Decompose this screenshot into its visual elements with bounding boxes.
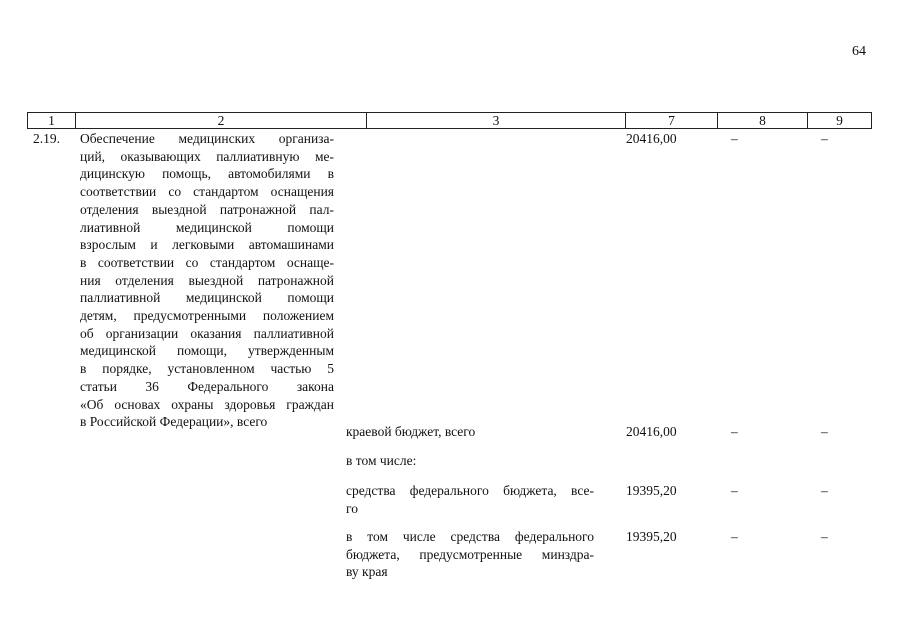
description-line: медицинской помощи, утвержденным — [80, 343, 334, 359]
description-line: в Российской Федерации», всего — [80, 414, 268, 430]
description-line: об организации оказания паллиативной — [80, 325, 334, 341]
description-line: отделения выездной патронажной пал- — [80, 201, 334, 217]
source-line: средства федерального бюджета, все- — [346, 483, 594, 498]
description-line: «Об основах охраны здоровья граждан — [80, 396, 334, 412]
header-col-3: 3 — [367, 113, 626, 128]
description-line: взрослым и легковыми автомашинами — [80, 237, 334, 253]
description-line: лиативной медицинской помощи — [80, 219, 334, 235]
source-regional-budget-col8: – — [731, 424, 738, 439]
source-line: ву края — [346, 564, 388, 580]
header-col-8: 8 — [718, 113, 808, 128]
description-line: ния отделения выездной патронажной — [80, 272, 334, 288]
header-col-1: 1 — [28, 113, 76, 128]
description-line: Обеспечение медицинских организа- — [80, 131, 334, 146]
description-line: детям, предусмотренными положением — [80, 308, 334, 324]
source-ministry-funds-label — [346, 528, 594, 581]
description-line: дицинскую помощь, автомобилями в — [80, 166, 334, 182]
description-line: паллиативной медицинской помощи — [80, 290, 334, 306]
header-col-7: 7 — [626, 113, 718, 128]
description-line: статьи 36 Федерального закона — [80, 378, 334, 394]
row-description — [80, 130, 334, 431]
source-federal-budget-label — [346, 482, 594, 517]
source-line: краевой бюджет, всего — [346, 424, 476, 439]
row-number: 2.19. — [33, 131, 60, 146]
source-ministry-funds-col8: – — [731, 529, 738, 544]
source-federal-budget-col8: – — [731, 483, 738, 498]
total-col8-dash: – — [731, 131, 738, 146]
source-regional-budget-col9: – — [821, 424, 828, 439]
source-federal-budget-col9: – — [821, 483, 828, 498]
description-line: в соответствии со стандартом оснаще- — [80, 254, 334, 270]
total-value: 20416,00 — [626, 131, 677, 146]
source-line: го — [346, 500, 358, 516]
description-line: в порядке, установленном частью 5 — [80, 361, 334, 377]
header-col-9: 9 — [836, 113, 843, 128]
source-line: в том числе средства федерального — [346, 529, 594, 544]
header-col-2: 2 — [76, 113, 367, 128]
source-federal-budget-value: 19395,20 — [626, 483, 677, 498]
table-header-row — [27, 112, 872, 129]
source-regional-budget-value: 20416,00 — [626, 424, 677, 439]
source-regional-budget-label — [346, 423, 594, 441]
source-line: бюджета, предусмотренные минздра- — [346, 546, 594, 562]
source-line: в том числе: — [346, 453, 417, 468]
source-including-label — [346, 452, 594, 470]
source-ministry-funds-col9: – — [821, 529, 828, 544]
source-ministry-funds-value: 19395,20 — [626, 529, 677, 544]
page-number: 64 — [852, 44, 866, 59]
description-line: ций, оказывающих паллиативную ме- — [80, 148, 334, 164]
total-col9-dash: – — [821, 131, 828, 146]
description-line: соответствии со стандартом оснащения — [80, 184, 334, 200]
